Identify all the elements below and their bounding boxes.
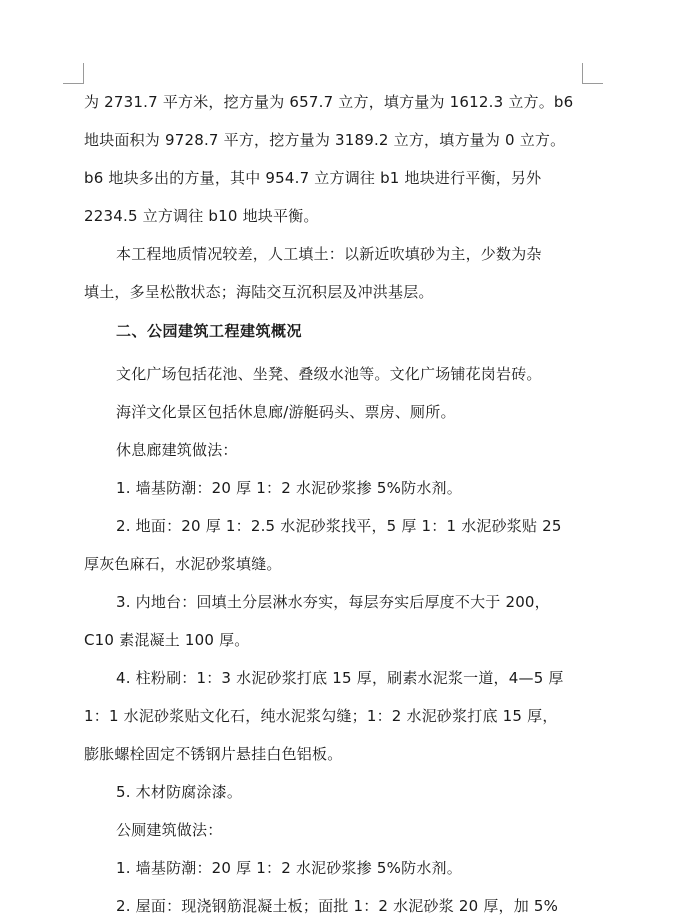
list-item: 2. 屋面：现浇钢筋混凝土板；面批 1：2 水泥砂浆 20 厚，加 5% xyxy=(116,897,559,915)
list-item: 1. 墙基防潮：20 厚 1：2 水泥砂浆掺 5%防水剂。 xyxy=(116,479,462,497)
text-line: 膨胀螺栓固定不锈钢片悬挂白色铝板。 xyxy=(84,745,343,763)
list-item: 2. 地面：20 厚 1：2.5 水泥砂浆找平，5 厚 1：1 水泥砂浆贴 25 xyxy=(116,517,562,535)
list-item: 5. 木材防腐涂漆。 xyxy=(116,783,243,801)
section-heading: 二、公园建筑工程建筑概况 xyxy=(116,322,303,340)
list-item: 3. 内地台：回填土分层淋水夯实，每层夯实后厚度不大于 200， xyxy=(116,593,550,611)
text-line: 本工程地质情况较差，人工填土：以新近吹填砂为主，少数为杂 xyxy=(116,245,542,263)
text-line: 海洋文化景区包括休息廊/游艇码头、票房、厕所。 xyxy=(116,403,456,421)
text-line: 填土，多呈松散状态；海陆交互沉积层及冲洪基层。 xyxy=(84,283,434,301)
list-item: 4. 柱粉刷：1：3 水泥砂浆打底 15 厚，刷素水泥浆一道，4—5 厚 xyxy=(116,669,564,687)
text-line: 2234.5 立方调往 b10 地块平衡。 xyxy=(84,207,319,225)
text-line: 1：1 水泥砂浆贴文化石，纯水泥浆勾缝；1：2 水泥砂浆打底 15 厚， xyxy=(84,707,558,725)
text-line: 厚灰色麻石，水泥砂浆填缝。 xyxy=(84,555,282,573)
text-line: 为 2731.7 平方米，挖方量为 657.7 立方，填方量为 1612.3 立方。b6 xyxy=(84,93,574,111)
text-line: 文化广场包括花池、坐凳、叠级水池等。文化广场铺花岗岩砖。 xyxy=(116,365,542,383)
page-corner-mark-top-left xyxy=(63,63,84,84)
text-line: b6 地块多出的方量，其中 954.7 立方调往 b1 地块进行平衡，另外 xyxy=(84,169,542,187)
text-line: 地块面积为 9728.7 平方，挖方量为 3189.2 立方，填方量为 0 立方。 xyxy=(84,131,566,149)
text-line: C10 素混凝土 100 厚。 xyxy=(84,631,250,649)
list-item: 1. 墙基防潮：20 厚 1：2 水泥砂浆掺 5%防水剂。 xyxy=(116,859,462,877)
page-corner-mark-top-right xyxy=(582,63,603,84)
text-line: 公厕建筑做法： xyxy=(116,821,223,839)
text-line: 休息廊建筑做法： xyxy=(116,441,238,459)
